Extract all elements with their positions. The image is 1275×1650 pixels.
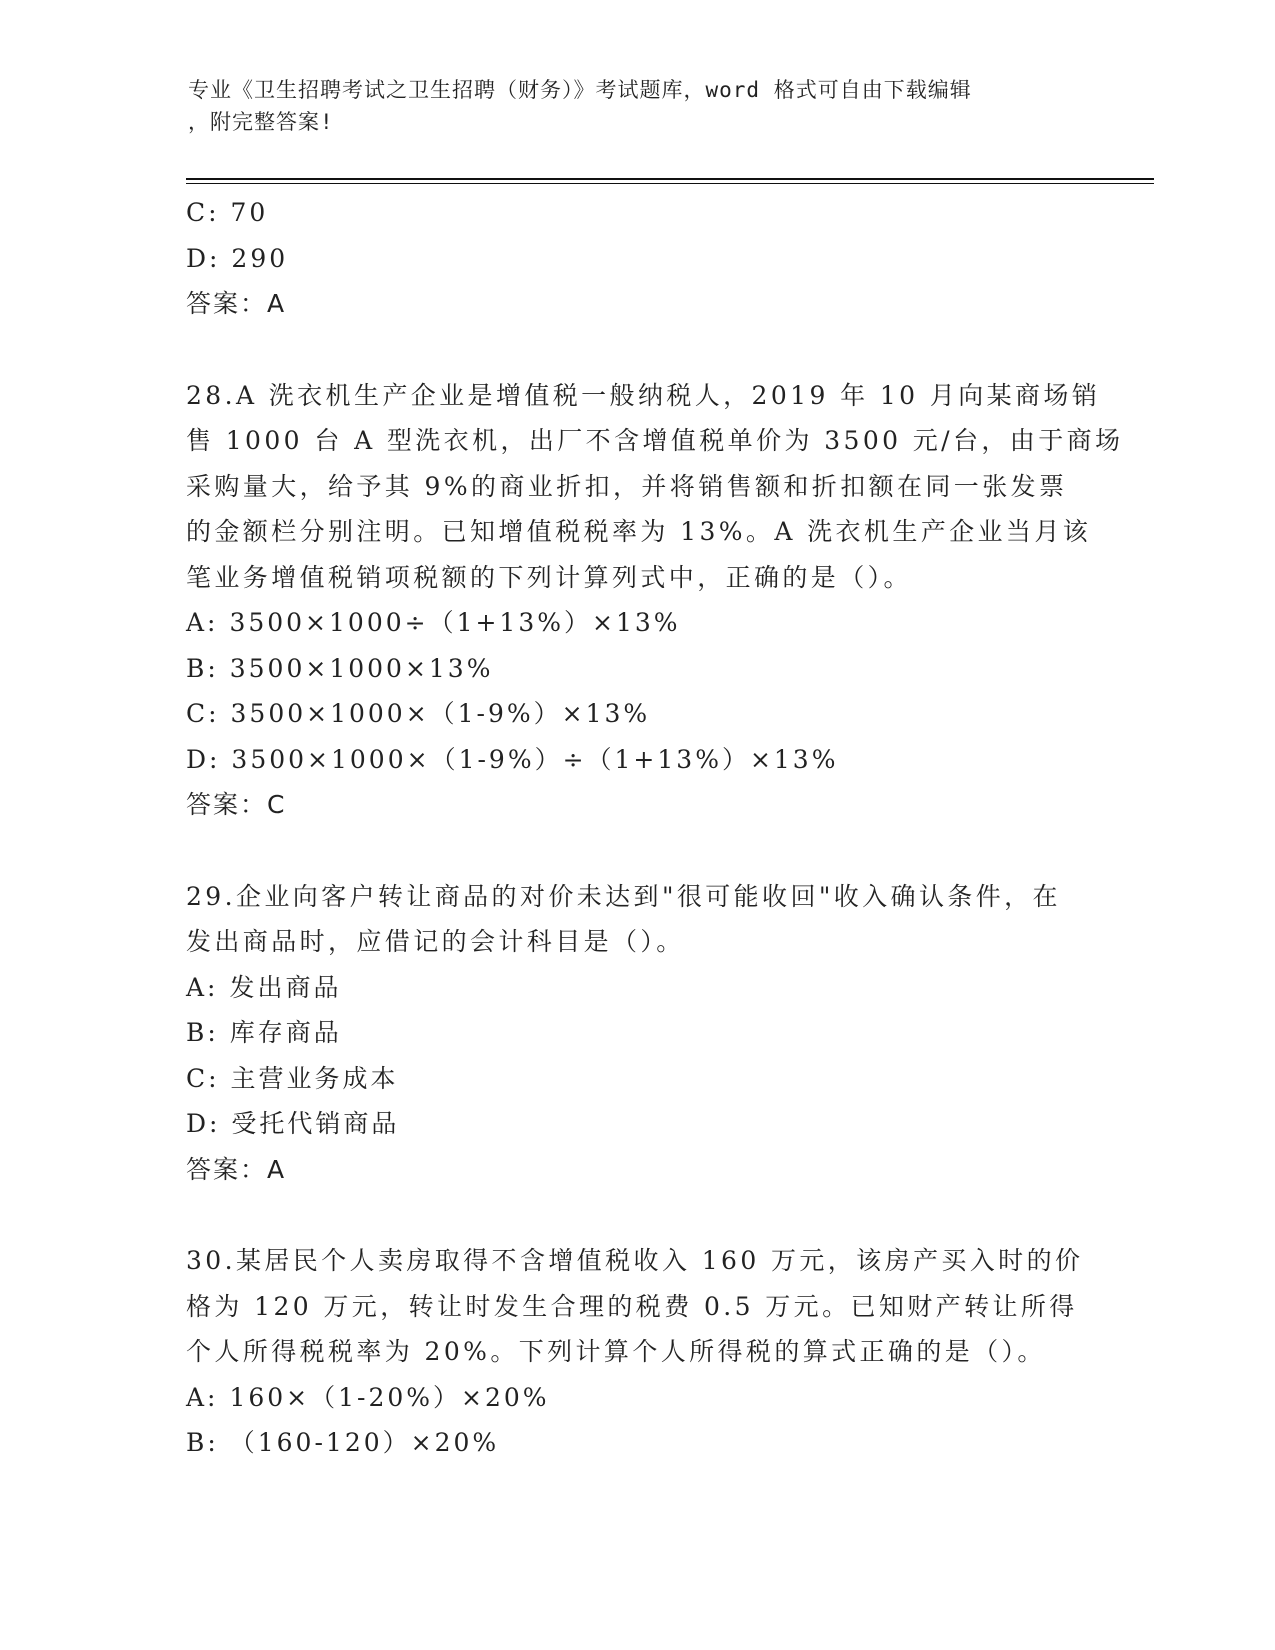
option-text: 主营业务成本	[230, 1063, 399, 1093]
option-letter: A:	[186, 1382, 219, 1412]
question-28	[186, 373, 1124, 828]
option-text: 3500×1000×13%	[229, 653, 494, 683]
answer-line: 答案：A	[186, 289, 287, 318]
question-stem-line: 格为 120 万元，转让时发生合理的税费 0.5 万元。已知财产转让所得	[186, 1291, 1078, 1321]
option-d	[186, 236, 1086, 282]
option-b	[186, 646, 1086, 692]
option-c	[186, 190, 1086, 236]
option-a	[186, 1375, 1086, 1421]
document-header	[188, 74, 1068, 138]
option-text: 库存商品	[229, 1018, 342, 1047]
option-c	[186, 691, 1086, 737]
option-letter: D:	[186, 1109, 221, 1138]
previous-question-tail	[186, 190, 1086, 327]
answer-line: 答案：A	[186, 1154, 287, 1184]
header-line-2: ，附完整答案!	[188, 110, 334, 134]
option-text: 发出商品	[229, 972, 342, 1002]
option-text: 3500×1000÷（1+13%）×13%	[229, 608, 681, 637]
option-text: 290	[231, 243, 289, 273]
question-content	[186, 190, 1124, 1466]
option-text: 70	[230, 198, 269, 227]
question-stem-line: 采购量大，给予其 9%的商业折扣，并将销售额和折扣额在同一张发票	[186, 471, 1068, 501]
question-stem-line: 笔业务增值税销项税额的下列计算列式中，正确的是（）。	[186, 562, 912, 592]
option-letter: D:	[186, 243, 221, 273]
question-stem-line: 个人所得税税率为 20%。下列计算个人所得税的算式正确的是（）。	[186, 1337, 1046, 1366]
option-d	[186, 737, 1086, 783]
option-b	[186, 1420, 1086, 1466]
question-stem-line: 30.某居民个人卖房取得不含增值税收入 160 万元，该房产买入时的价	[186, 1246, 1084, 1275]
question-29	[186, 874, 1086, 1193]
header-divider-thin	[186, 183, 1154, 184]
option-letter: B:	[186, 1018, 219, 1047]
option-letter: D:	[186, 744, 221, 774]
question-stem-line: 的金额栏分别注明。已知增值税税率为 13%。A 洗衣机生产企业当月该	[186, 517, 1092, 546]
header-line-1: 专业《卫生招聘考试之卫生招聘（财务）》考试题库，word 格式可自由下载编辑	[188, 78, 972, 102]
option-text: （160-120）×20%	[229, 1428, 500, 1457]
question-stem-line: 28.A 洗衣机生产企业是增值税一般纳税人，2019 年 10 月向某商场销	[186, 380, 1101, 410]
question-30	[186, 1238, 1086, 1466]
option-c	[186, 1056, 1086, 1102]
option-letter: B:	[186, 653, 219, 683]
question-stem-line: 发出商品时，应借记的会计科目是（）。	[186, 927, 685, 956]
header-divider-thick	[186, 178, 1154, 180]
option-a	[186, 965, 1086, 1011]
option-letter: C:	[186, 198, 220, 227]
question-stem-line: 售 1000 台 A 型洗衣机，出厂不含增值税单价为 3500 元/台，由于商场	[186, 426, 1124, 455]
option-letter: A:	[186, 972, 219, 1002]
option-letter: C:	[186, 699, 220, 728]
option-a	[186, 600, 1086, 646]
option-text: 受托代销商品	[231, 1109, 400, 1138]
question-stem-line: 29.企业向客户转让商品的对价未达到"很可能收回"收入确认条件，在	[186, 881, 1061, 911]
option-text: 160×（1-20%）×20%	[229, 1382, 550, 1412]
option-letter: B:	[186, 1428, 219, 1457]
option-b	[186, 1010, 1086, 1056]
option-text: 3500×1000×（1-9%）÷（1+13%）×13%	[231, 744, 839, 774]
option-text: 3500×1000×（1-9%）×13%	[230, 699, 651, 728]
answer-line: 答案：C	[186, 790, 287, 819]
option-d	[186, 1101, 1086, 1147]
option-letter: C:	[186, 1063, 220, 1093]
option-letter: A:	[186, 608, 219, 637]
